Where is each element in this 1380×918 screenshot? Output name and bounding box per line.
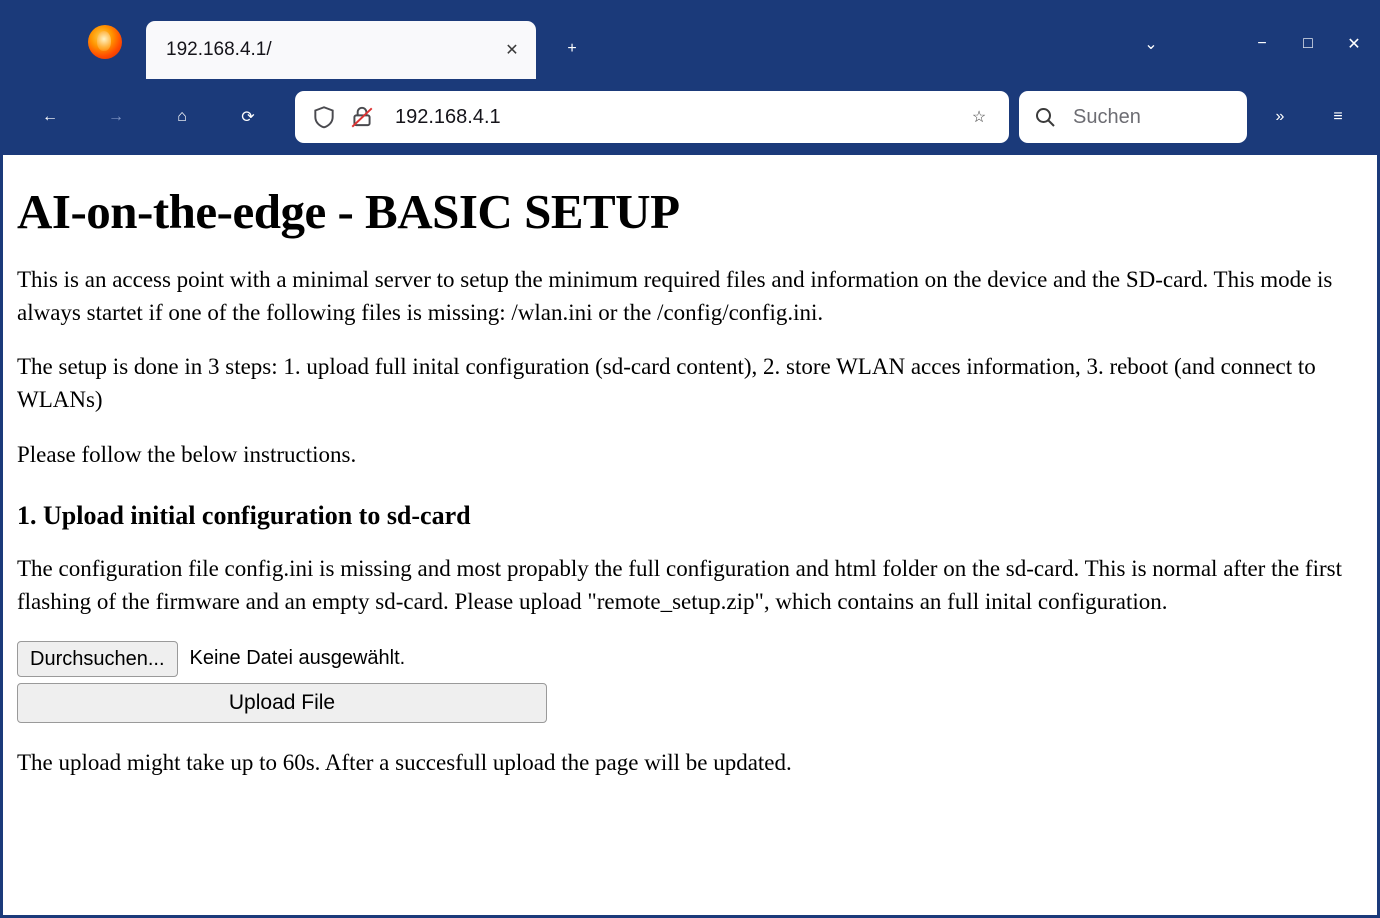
search-icon — [1031, 103, 1059, 131]
address-bar[interactable] — [295, 91, 1009, 143]
file-picker-row — [17, 641, 1363, 677]
url-text: 192.168.4.1 — [395, 105, 501, 128]
browser-titlebar — [3, 3, 1377, 79]
window-controls — [1123, 21, 1377, 67]
reload-icon[interactable]: ⟳ — [241, 109, 255, 126]
selected-file-status: Keine Datei ausgewählt. — [189, 647, 406, 670]
browser-tab[interactable] — [146, 21, 536, 79]
lock-crossed-icon[interactable] — [347, 102, 377, 132]
home-icon[interactable]: ⌂ — [177, 108, 187, 125]
intro-paragraph-1: This is an access point with a minimal server to setup the minimum required files and information on the device and the SD-card. This mode is always startet if one of the following files is missing: /wlan.ini or the /config/config.ini. — [17, 267, 1333, 325]
bookmark-star-icon[interactable]: ☆ — [971, 109, 987, 126]
intro-paragraph-2: The setup is done in 3 steps: 1. upload full inital configuration (sd-card content), 2. store WLAN acces information, 3. reboot (and connect to WLANs) — [17, 354, 1316, 412]
browse-file-button[interactable]: Durchsuchen... — [17, 641, 178, 677]
shield-icon[interactable] — [309, 102, 339, 132]
hamburger-menu-icon[interactable]: ≡ — [1333, 108, 1343, 125]
upload-note: The upload might take up to 60s. After a succesfull upload the page will be updated. — [17, 749, 792, 775]
page-content — [3, 155, 1377, 915]
close-tab-icon[interactable]: ✕ — [505, 42, 519, 59]
upload-file-button[interactable]: Upload File — [17, 683, 547, 723]
maximize-icon[interactable]: □ — [1303, 35, 1313, 52]
intro-paragraph-3: Please follow the below instructions. — [17, 441, 357, 467]
new-tab-button[interactable]: + — [567, 40, 577, 57]
minimize-icon[interactable]: − — [1257, 35, 1267, 52]
forward-icon[interactable]: → — [108, 108, 124, 125]
section-1-heading: 1. Upload initial configuration to sd-card — [17, 501, 471, 531]
search-input[interactable]: Suchen — [1073, 105, 1141, 128]
search-bar[interactable] — [1019, 91, 1247, 143]
list-all-tabs-icon[interactable]: ⌄ — [1144, 36, 1158, 53]
firefox-logo-icon — [88, 25, 122, 59]
page-title: AI-on-the-edge - BASIC SETUP — [17, 184, 680, 239]
overflow-chevron-icon[interactable]: » — [1275, 108, 1285, 125]
section-1-description: The configuration file config.ini is missing and most propably the full configuration and html folder on the sd-card. This is normal after the first flashing of the firmware and an empty sd-card. Please upload "remote_setup.zip", which contains an full inital configuration. — [17, 556, 1342, 614]
browser-toolbar — [3, 79, 1377, 155]
back-icon[interactable]: ← — [42, 108, 58, 125]
tab-title: 192.168.4.1/ — [166, 39, 272, 60]
close-window-icon[interactable]: ✕ — [1347, 36, 1361, 53]
